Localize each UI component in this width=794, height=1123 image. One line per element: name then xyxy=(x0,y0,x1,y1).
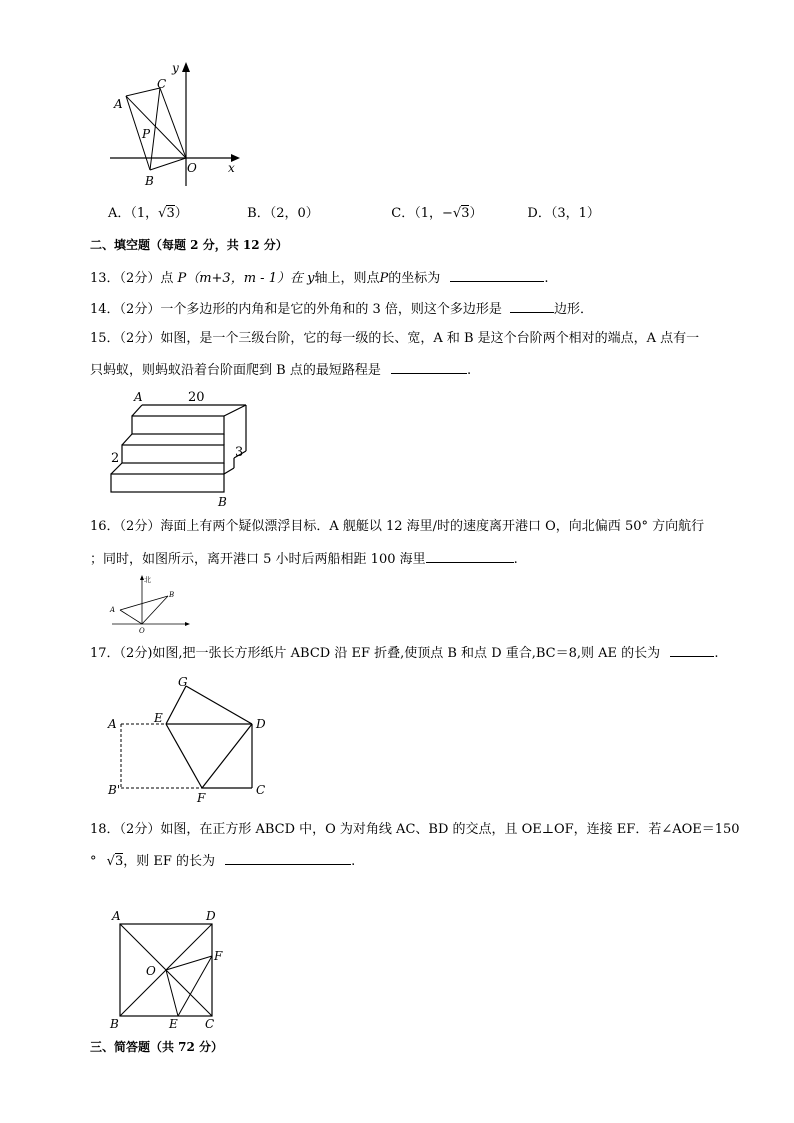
fig15-label-height: 3 xyxy=(235,445,244,460)
fig15-label-A: A xyxy=(134,390,143,404)
fig18-label-E: E xyxy=(169,1017,178,1031)
sqrt-symbol: √ xyxy=(158,206,167,221)
figure-q12 xyxy=(100,58,260,190)
q16-answer-blank[interactable] xyxy=(426,549,514,563)
q12-option-b[interactable]: B．（2，0） xyxy=(247,206,319,221)
figure-q16-ships xyxy=(106,572,192,634)
section2-title: 二、填空题（每题 2 分，共 12 分） xyxy=(90,238,288,252)
fig18-label-D: D xyxy=(206,909,216,923)
question-14: 14．（2分）一个多边形的内角和是它的外角和的 3 倍，则这个多边形是 边形． xyxy=(90,299,593,319)
question-18-line2: ° √3，则 EF 的长为 . xyxy=(90,851,355,871)
fig12-label-x: x xyxy=(228,161,235,175)
fig17-label-C: C xyxy=(256,783,266,797)
fig16-label-A: A xyxy=(110,606,116,614)
fig17-label-B: B' xyxy=(108,783,121,797)
q12-options xyxy=(108,205,600,223)
fig15-label-width: 2 xyxy=(111,451,120,466)
question-16-line2: ；同时，如图所示，离开港口 5 小时后两船相距 100 海里 . xyxy=(90,549,518,569)
question-13: 13．（2分）点 P（m+3，m - 1）在 y轴上，则点P的坐标为 . xyxy=(90,268,549,288)
fig16-label-O: O xyxy=(139,627,145,634)
fig18-label-A: A xyxy=(112,909,121,923)
q18-answer-blank[interactable] xyxy=(225,851,351,865)
q12-option-c[interactable]: C．（1，−√3） xyxy=(391,206,483,221)
fig17-label-A: A xyxy=(108,717,117,731)
fig18-label-B: B xyxy=(110,1017,119,1031)
fig18-label-C: C xyxy=(205,1017,215,1031)
figure-q17-fold xyxy=(104,672,274,806)
figure-q18-square xyxy=(104,904,234,1032)
fig16-label-B: B xyxy=(169,591,175,599)
fig15-label-length: 20 xyxy=(188,390,205,405)
question-16-line1: 16．（2分）海面上有两个疑似漂浮目标．A 舰艇以 12 海里/时的速度离开港口 O，向北偏西 50° 方向航行 xyxy=(90,519,705,534)
fig12-label-P: P xyxy=(142,127,151,141)
question-17: 17．（2分)如图,把一张长方形纸片 ABCD 沿 EF 折叠,使顶点 B 和点 D 重合,BC＝8,则 AE 的长为 . xyxy=(90,643,718,663)
fig15-label-B: B xyxy=(218,495,227,509)
fig17-label-E: E xyxy=(154,711,163,725)
fig18-label-F: F xyxy=(214,949,223,963)
q12-option-d[interactable]: D．（3，1） xyxy=(527,206,600,221)
fig16-label-north: 北 xyxy=(144,576,151,584)
fig12-label-C: C xyxy=(157,77,167,91)
fig12-label-B: B xyxy=(145,174,154,188)
fig17-label-F: F xyxy=(197,791,206,805)
fig12-label-O: O xyxy=(187,161,197,175)
q15-answer-blank[interactable] xyxy=(391,360,467,374)
fig17-label-D: D xyxy=(256,717,266,731)
q17-answer-blank[interactable] xyxy=(670,643,714,657)
fig18-label-O: O xyxy=(146,964,156,978)
question-18-line1: 18．（2分）如图，在正方形 ABCD 中，O 为对角线 AC、BD 的交点，且 OE⊥OF，连接 EF．若∠AOE＝150 xyxy=(90,822,740,837)
q13-answer-blank[interactable] xyxy=(450,268,544,282)
section3-title: 三、简答题（共 72 分） xyxy=(90,1040,224,1054)
fig17-label-G: G xyxy=(178,675,188,689)
fig12-label-A: A xyxy=(114,97,123,111)
question-15-line1: 15．（2分）如图，是一个三级台阶，它的每一级的长、宽，A 和 B 是这个台阶两个相对的端点，A 点有一 xyxy=(90,331,700,346)
q12-option-a[interactable]: A．（1，√3） xyxy=(108,206,188,221)
figure-q15-steps xyxy=(106,388,256,510)
fig12-label-y: y xyxy=(172,61,179,75)
sqrt-symbol: √ xyxy=(452,206,462,221)
sqrt-symbol: √ xyxy=(106,854,115,869)
question-15-line2: 只蚂蚁，则蚂蚁沿着台阶面爬到 B 点的最短路程是 . xyxy=(90,360,471,380)
q14-answer-blank[interactable] xyxy=(510,299,554,313)
